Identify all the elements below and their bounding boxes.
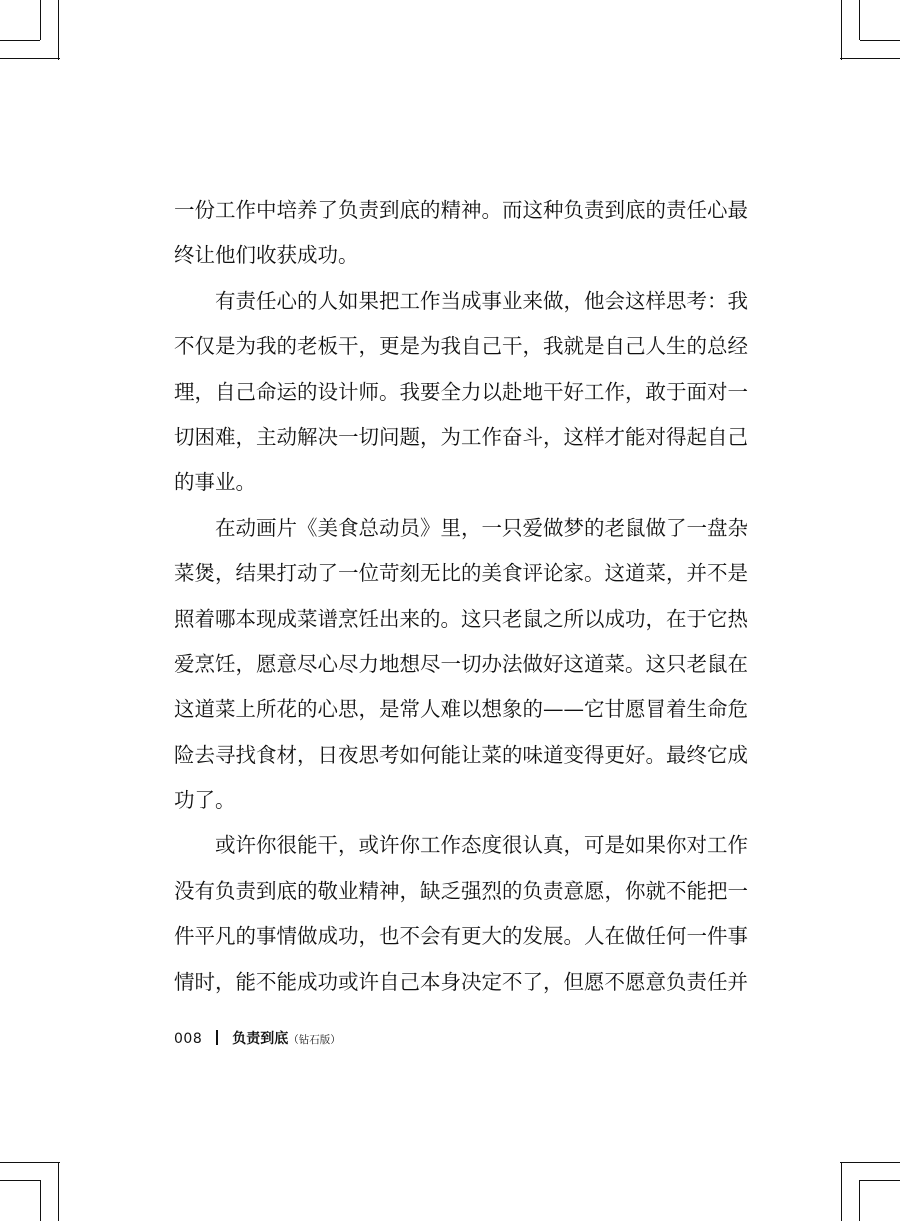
body-line: 一份工作中培养了负责到底的精神。而这种负责到底的责任心最 [174,198,748,222]
body-line: 没有负责到底的敬业精神，缺乏强烈的负责意愿，你就不能把一 [174,878,748,903]
body-line: 险去寻找食材，日夜思考如何能让菜的味道变得更好。最终它成 [174,742,748,767]
body-line: 切困难，主动解决一切问题，为工作奋斗，这样才能对得起自己 [174,424,748,449]
body-line: 终让他们收获成功。 [174,243,359,268]
body-line: 理，自己命运的设计师。我要全力以赴地干好工作，敢于面对一 [174,379,748,404]
crop-mark-top-right-horizontal [840,58,900,59]
page-number: 008 [174,1031,203,1047]
page-footer [174,1028,341,1050]
crop-mark-top-right-vertical [841,0,842,60]
body-line: 在动画片《美食总动员》里，一只爱做梦的老鼠做了一盘杂 [215,515,748,540]
crop-mark-top-right-horizontal-outer [860,40,900,41]
crop-mark-bottom-right-vertical [841,1162,842,1221]
crop-mark-top-left-vertical [58,0,59,60]
body-line: 件平凡的事情做成功，也不会有更大的发展。人在做任何一件事 [174,924,748,949]
crop-mark-bottom-right-horizontal [840,1162,900,1163]
crop-mark-bottom-left-vertical-outer [40,1180,41,1221]
crop-mark-top-left-vertical-outer [40,0,41,40]
body-line: 有责任心的人如果把工作当成事业来做，他会这样思考：我 [215,288,748,313]
body-line: 菜煲，结果打动了一位苛刻无比的美食评论家。这道菜，并不是 [174,561,748,586]
crop-mark-bottom-left-horizontal [0,1162,60,1163]
body-line: 爱烹饪，愿意尽心尽力地想尽一切办法做好这道菜。这只老鼠在 [174,651,748,676]
body-line: 或许你很能干，或许你工作态度很认真，可是如果你对工作 [215,833,748,858]
body-line: 不仅是为我的老板干，更是为我自己干，我就是自己人生的总经 [174,334,748,359]
crop-mark-bottom-left-vertical [58,1162,59,1221]
crop-mark-bottom-left-horizontal-outer [0,1180,40,1181]
book-title: 负责到底 [232,1031,289,1047]
body-line: 这道菜上所花的心思，是常人难以想象的——它甘愿冒着生命危 [174,697,748,722]
body-line: 照着哪本现成菜谱烹饪出来的。这只老鼠之所以成功，在于它热 [174,606,748,631]
body-line: 的事业。 [174,470,256,495]
body-line: 功了。 [174,788,236,813]
footer-separator [216,1030,218,1045]
crop-mark-bottom-right-vertical-outer [859,1180,860,1221]
crop-mark-top-left-horizontal [0,58,60,59]
edition-label: （钻石版） [288,1034,341,1046]
crop-mark-top-right-vertical-outer [859,0,860,40]
body-line: 情时，能不能成功或许自己本身决定不了，但愿不愿意负责任并 [174,969,748,994]
crop-mark-bottom-right-horizontal-outer [860,1180,900,1181]
body-text [174,188,748,1005]
crop-mark-top-left-horizontal-outer [0,40,40,41]
